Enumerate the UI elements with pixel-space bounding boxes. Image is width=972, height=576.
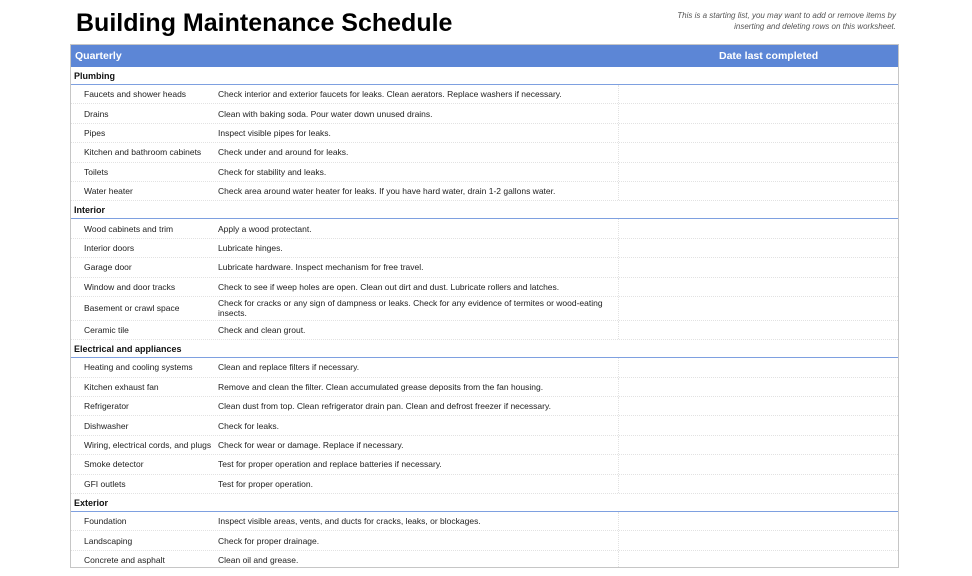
task-cell: Inspect visible areas, vents, and ducts for cracks, leaks, or blockages.	[218, 516, 481, 527]
worksheet-note: This is a starting list, you may want to add or remove items by inserting and deleting rows on this worksheet.	[677, 11, 896, 31]
table-row	[71, 219, 898, 238]
table-row	[71, 397, 898, 416]
date-cell[interactable]	[618, 143, 898, 161]
task-cell: Lubricate hinges.	[218, 242, 283, 253]
item-cell: Kitchen and bathroom cabinets	[84, 147, 202, 158]
item-cell: Toilets	[84, 166, 109, 177]
date-cell[interactable]	[618, 219, 898, 237]
task-cell: Check area around water heater for leaks. If you have hard water, drain 1-2 gallons water.	[218, 186, 556, 197]
task-cell: Inspect visible pipes for leaks.	[218, 127, 331, 138]
table-row	[71, 455, 898, 474]
date-cell[interactable]	[618, 182, 898, 200]
date-cell[interactable]	[618, 124, 898, 142]
task-cell: Check and clean grout.	[218, 325, 306, 336]
date-cell[interactable]	[618, 397, 898, 415]
table-row	[71, 416, 898, 435]
date-cell[interactable]	[618, 163, 898, 181]
item-cell: Landscaping	[84, 535, 133, 546]
item-cell: Water heater	[84, 186, 133, 197]
date-cell[interactable]	[618, 378, 898, 396]
item-cell: Refrigerator	[84, 401, 129, 412]
date-cell[interactable]	[618, 258, 898, 276]
item-cell: Interior doors	[84, 242, 135, 253]
item-cell: Concrete and asphalt	[84, 555, 165, 565]
item-cell: Pipes	[84, 127, 106, 138]
schedule-table	[70, 44, 899, 568]
item-cell: Ceramic tile	[84, 325, 129, 336]
table-header	[71, 45, 898, 67]
table-row	[71, 143, 898, 162]
item-cell: Window and door tracks	[84, 281, 176, 292]
date-cell[interactable]	[618, 321, 898, 339]
table-row	[71, 297, 898, 321]
table-row	[71, 436, 898, 455]
task-cell: Check for wear or damage. Replace if necessary.	[218, 440, 404, 451]
item-cell: Wiring, electrical cords, and plugs	[84, 440, 212, 451]
date-cell[interactable]	[618, 239, 898, 257]
task-cell: Lubricate hardware. Inspect mechanism for free travel.	[218, 262, 424, 273]
task-cell: Test for proper operation.	[218, 478, 313, 489]
date-cell[interactable]	[618, 436, 898, 454]
item-cell: Garage door	[84, 262, 132, 273]
task-cell: Test for proper operation and replace batteries if necessary.	[218, 459, 442, 470]
task-cell: Check interior and exterior faucets for leaks. Clean aerators. Replace washers if necessary.	[218, 89, 562, 100]
item-cell: Drains	[84, 108, 109, 119]
section-exterior: Exterior	[71, 494, 898, 512]
item-cell: Foundation	[84, 516, 127, 527]
task-cell: Check for cracks or any sign of dampness or leaks. Check for any evidence of termites or wood-eating insects.	[218, 298, 603, 319]
table-row	[71, 475, 898, 494]
table-row	[71, 163, 898, 182]
item-cell: Basement or crawl space	[84, 303, 180, 314]
task-cell: Check for proper drainage.	[218, 535, 320, 546]
task-cell: Check under and around for leaks.	[218, 147, 349, 158]
table-row	[71, 512, 898, 531]
date-cell[interactable]	[618, 104, 898, 122]
table-row	[71, 258, 898, 277]
page-title: Building Maintenance Schedule	[76, 9, 453, 37]
task-cell: Apply a wood protectant.	[218, 223, 312, 234]
table-row	[71, 278, 898, 297]
date-cell[interactable]	[618, 358, 898, 376]
date-cell[interactable]	[618, 278, 898, 296]
date-cell[interactable]	[618, 551, 898, 568]
item-cell: Smoke detector	[84, 459, 144, 470]
column-header-date-last-completed: Date last completed	[719, 50, 819, 62]
column-header-quarterly: Quarterly	[75, 50, 122, 62]
task-cell: Remove and clean the filter. Clean accumulated grease deposits from the fan housing.	[218, 381, 544, 392]
section-electrical-and-appliances: Electrical and appliances	[71, 340, 898, 358]
date-cell[interactable]	[618, 85, 898, 103]
item-cell: GFI outlets	[84, 478, 126, 489]
task-cell: Check for leaks.	[218, 420, 279, 431]
table-row	[71, 182, 898, 201]
section-plumbing: Plumbing	[71, 67, 898, 85]
table-row	[71, 321, 898, 340]
section-interior: Interior	[71, 201, 898, 219]
task-cell: Clean oil and grease.	[218, 555, 299, 565]
date-cell[interactable]	[618, 512, 898, 530]
table-row	[71, 124, 898, 143]
table-row	[71, 239, 898, 258]
task-cell: Clean and replace filters if necessary.	[218, 362, 360, 373]
task-cell: Check to see if weep holes are open. Clean out dirt and dust. Lubricate rollers and latches.	[218, 281, 560, 292]
task-cell: Check for stability and leaks.	[218, 166, 327, 177]
date-cell[interactable]	[618, 455, 898, 473]
date-cell[interactable]	[618, 531, 898, 549]
table-row	[71, 531, 898, 550]
table-row	[71, 104, 898, 123]
date-cell[interactable]	[618, 297, 898, 320]
item-cell: Dishwasher	[84, 420, 129, 431]
item-cell: Faucets and shower heads	[84, 89, 187, 100]
table-row	[71, 358, 898, 377]
date-cell[interactable]	[618, 416, 898, 434]
task-cell: Clean dust from top. Clean refrigerator drain pan. Clean and defrost freezer if necessary.	[218, 401, 551, 412]
table-row	[71, 85, 898, 104]
table-row	[71, 378, 898, 397]
item-cell: Wood cabinets and trim	[84, 223, 174, 234]
table-row	[71, 551, 898, 568]
date-cell[interactable]	[618, 475, 898, 493]
item-cell: Kitchen exhaust fan	[84, 381, 159, 392]
task-cell: Clean with baking soda. Pour water down unused drains.	[218, 108, 433, 119]
item-cell: Heating and cooling systems	[84, 362, 193, 373]
